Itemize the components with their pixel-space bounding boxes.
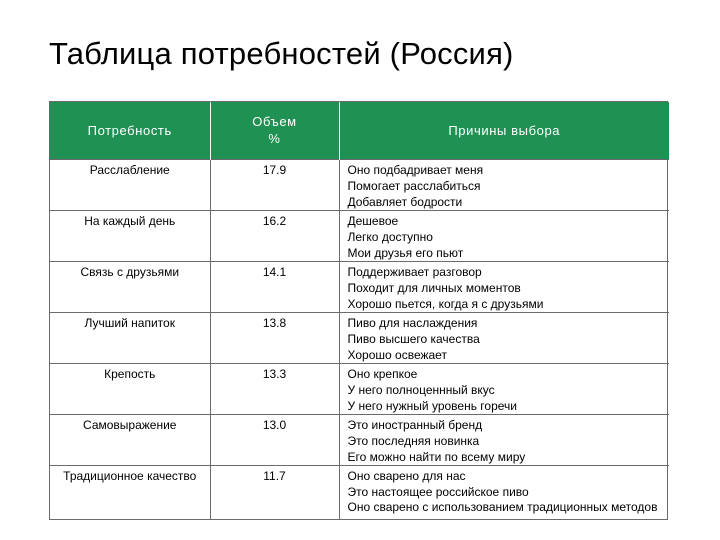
volume-cell: 16.2 — [210, 210, 339, 261]
need-cell: На каждый день — [50, 210, 210, 261]
need-cell: Расслабление — [50, 159, 210, 210]
header-reasons: Причины выбора — [339, 102, 669, 159]
reason-item: Пиво высшего качества — [347, 331, 480, 346]
volume-cell: 13.8 — [210, 312, 339, 363]
reasons-cell — [339, 465, 669, 519]
reason-item: Его можно найти по всему миру — [347, 449, 526, 464]
reasons-cell — [339, 414, 669, 465]
reasons-cell — [339, 210, 669, 261]
need-cell: Крепость — [50, 363, 210, 414]
reason-item: Хорошо освежает — [347, 347, 447, 362]
need-cell: Лучший напиток — [50, 312, 210, 363]
reason-item: У него нужный уровень горечи — [347, 398, 517, 413]
table-header-row — [50, 102, 669, 159]
reasons-cell — [339, 363, 669, 414]
reason-item: Оно сварено для нас — [347, 468, 466, 483]
table-row — [50, 465, 669, 519]
reason-item: Хорошо пьется, когда я с друзьями — [347, 296, 544, 311]
reasons-cell — [339, 159, 669, 210]
volume-cell: 11.7 — [210, 465, 339, 519]
table-row — [50, 159, 669, 210]
header-volume-line2: % — [268, 131, 281, 147]
volume-cell: 17.9 — [210, 159, 339, 210]
reason-item: Оно крепкое — [347, 366, 418, 381]
reason-item: Добавляет бодрости — [347, 194, 463, 209]
need-cell: Самовыражение — [50, 414, 210, 465]
volume-cell: 14.1 — [210, 261, 339, 312]
reason-item: Поддерживает разговор — [347, 264, 482, 279]
header-volume-line1: Объем — [252, 114, 297, 130]
table-row — [50, 363, 669, 414]
reason-item: Это иностранный бренд — [347, 417, 483, 432]
reason-item: Помогает расслабиться — [347, 178, 481, 193]
reason-item: Походит для личных моментов — [347, 280, 521, 295]
reason-item: Это последняя новинка — [347, 433, 480, 448]
reason-item: Оно сварено с использованием традиционных методов — [347, 499, 658, 514]
needs-table — [49, 101, 668, 520]
volume-cell: 13.3 — [210, 363, 339, 414]
header-volume — [210, 102, 339, 159]
table-row — [50, 414, 669, 465]
need-cell: Традиционное качество — [50, 465, 210, 519]
table-row — [50, 261, 669, 312]
volume-cell: 13.0 — [210, 414, 339, 465]
reason-item: Легко доступно — [347, 229, 433, 244]
reasons-cell — [339, 261, 669, 312]
header-need: Потребность — [50, 102, 210, 159]
need-cell: Связь с друзьями — [50, 261, 210, 312]
reason-item: У него полноценнный вкус — [347, 382, 495, 397]
reason-item: Мои друзья его пьют — [347, 245, 464, 260]
reason-item: Дешевое — [347, 213, 399, 228]
table-row — [50, 210, 669, 261]
table-row — [50, 312, 669, 363]
slide-title: Таблица потребностей (Россия) — [49, 36, 514, 71]
reason-item: Это настоящее российское пиво — [347, 484, 529, 499]
reason-item: Оно подбадривает меня — [347, 162, 484, 177]
reason-item: Пиво для наслаждения — [347, 315, 478, 330]
reasons-cell — [339, 312, 669, 363]
